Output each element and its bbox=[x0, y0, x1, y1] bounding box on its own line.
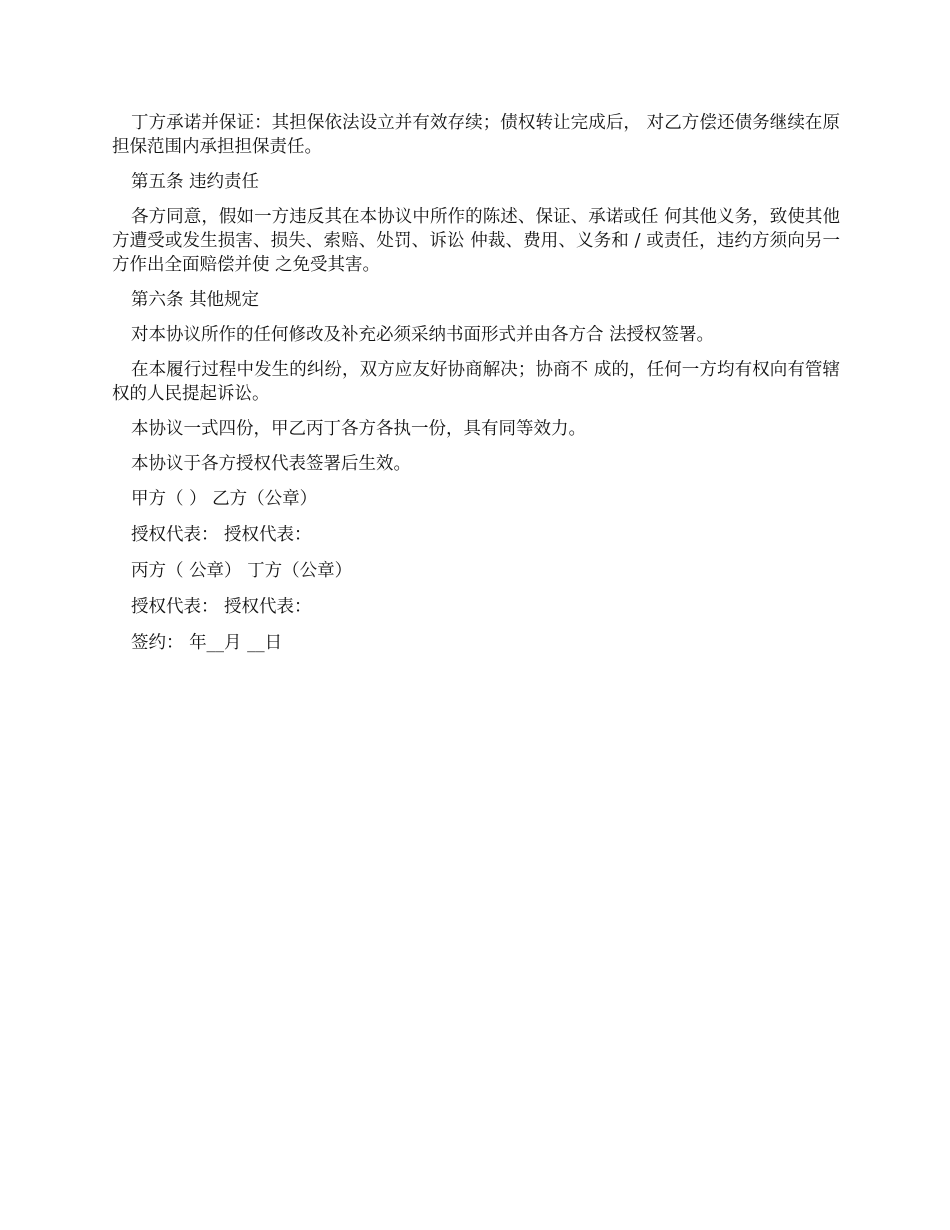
representatives-c-d-line: 授权代表： 授权代表： bbox=[131, 597, 312, 617]
article-6-heading: 第六条 其他规定 bbox=[131, 290, 260, 310]
signing-date-line: 签约： 年__月 __日 bbox=[131, 633, 283, 653]
effective-paragraph: 本协议于各方授权代表签署后生效。 bbox=[131, 454, 411, 474]
document-page bbox=[112, 111, 840, 667]
guarantee-paragraph: 丁方承诺并保证：其担保依法设立并有效存续；债权转让完成后， 对乙方偿还债务继续在原担保范围内承担担保责任。 bbox=[112, 113, 840, 157]
copies-paragraph: 本协议一式四份，甲乙丙丁各方各执一份，具有同等效力。 bbox=[131, 419, 586, 439]
party-c-d-line: 丙方（ 公章） 丁方（公章） bbox=[131, 561, 353, 581]
dispute-paragraph: 在本履行过程中发生的纠纷，双方应友好协商解决；协商不 成的，任何一方均有权向有管辖权的人民提起诉讼。 bbox=[112, 360, 840, 404]
breach-liability-paragraph: 各方同意，假如一方违反其在本协议中所作的陈述、保证、承诺或任 何其他义务，致使其他方遭受或发生损害、损失、索赔、处罚、诉讼 仲裁、费用、义务和 / 或责任，违约方须向另一方作出全面赔偿并使 之免受其害。 bbox=[112, 207, 840, 275]
amendment-paragraph: 对本协议所作的任何修改及补充必须采纳书面形式并由各方合 法授权签署。 bbox=[131, 325, 715, 345]
party-a-b-line: 甲方（ ） 乙方（公章） bbox=[131, 489, 318, 509]
article-5-heading: 第五条 违约责任 bbox=[131, 172, 260, 192]
representatives-a-b-line: 授权代表： 授权代表： bbox=[131, 525, 312, 545]
